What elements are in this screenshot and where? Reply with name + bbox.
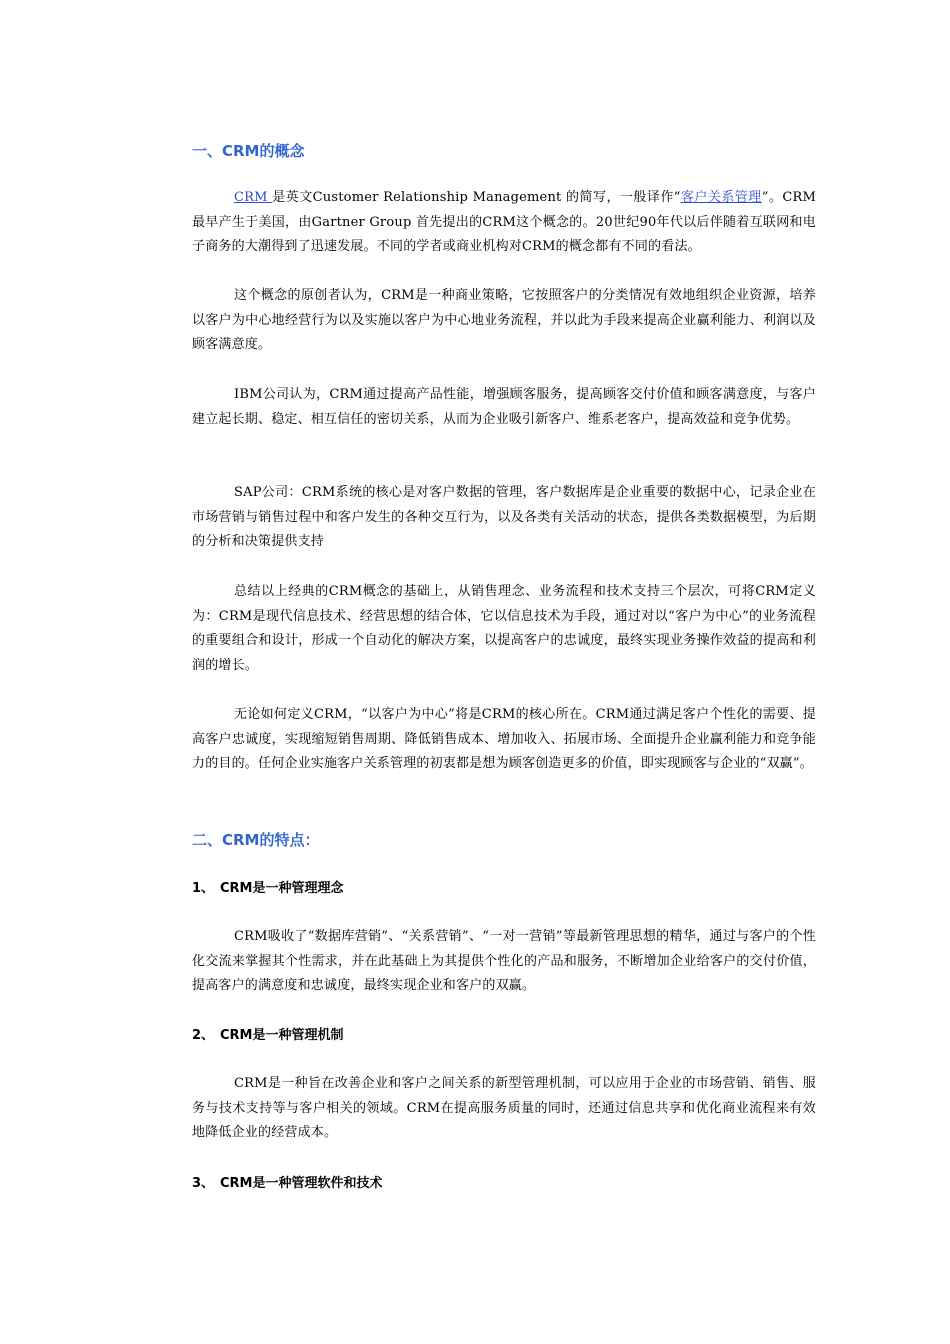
feature-1-paragraph: CRM吸收了“数据库营销”、“关系营销”、“一对一营销”等最新管理思想的精华，通过与客户的个性化交流来掌握其个性需求，并在此基础上为其提供个性化的产品和服务，不断增加企业给客户的交付价值，提高客户的满意度和忠诚度，最终实现企业和客户的双赢。 [192, 929, 816, 993]
section-2-title: 二、CRM的特点： [192, 831, 320, 849]
section-1-title: 一、CRM的概念 [192, 142, 305, 160]
feature-3-title: CRM是一种管理软件和技术 [220, 1176, 383, 1191]
section-1-paragraph-3: IBM公司认为，CRM通过提高产品性能，增强顾客服务，提高顾客交付价值和顾客满意度，与客户建立起长期、稳定、相互信任的密切关系，从而为企业吸引新客户、维系老客户，提高效益和竞争优势。 [192, 387, 816, 427]
crm-link[interactable]: CRM [234, 190, 273, 205]
section-1-paragraph-6: 无论如何定义CRM，“以客户为中心”将是CRM的核心所在。CRM通过满足客户个性化的需要、提高客户忠诚度，实现缩短销售周期、降低销售成本、增加收入、拓展市场、全面提升企业赢利能力和竞争能力的目的。任何企业实施客户关系管理的初衷都是想为顾客创造更多的价值，即实现顾客与企业的“双赢”。 [192, 707, 816, 771]
section-1-paragraph-2: 这个概念的原创者认为，CRM是一种商业策略，它按照客户的分类情况有效地组织企业资源，培养以客户为中心地经营行为以及实施以客户为中心地业务流程，并以此为手段来提高企业赢利能力、利润以及顾客满意度。 [192, 288, 816, 352]
section-1-paragraph-4: SAP公司：CRM系统的核心是对客户数据的管理，客户数据库是企业重要的数据中心，记录企业在市场营销与销售过程中和客户发生的各种交互行为，以及各类有关活动的状态，提供各类数据模型，为后期的分析和决策提供支持 [192, 485, 816, 549]
feature-3-heading [192, 1174, 383, 1194]
paragraph-1-text-a: 是英文Customer Relationship Management 的简写，一般译作“ [272, 190, 681, 205]
feature-2-title: CRM是一种管理机制 [220, 1028, 344, 1043]
feature-1-title: CRM是一种管理理念 [220, 881, 344, 896]
section-1-paragraph-1 [192, 186, 816, 260]
section-1-paragraph-5: 总结以上经典的CRM概念的基础上，从销售理念、业务流程和技术支持三个层次，可将CRM定义为：CRM是现代信息技术、经营思想的结合体，它以信息技术为手段，通过对以“客户为中心”的业务流程的重要组合和设计，形成一个自动化的解决方案，以提高客户的忠诚度，最终实现业务操作效益的提高和利润的增长。 [192, 584, 816, 673]
paragraph-1-text-b: ”。CRM 最早产生于美国，由Gartner Group 首先提出的CRM这个概念的。20世纪90年代以后伴随着互联网和电子商务的大潮得到了迅速发展。不同的学者或商业机构对CRM的概念都有不同的看法。 [192, 190, 816, 254]
feature-1-number: 1、 [192, 881, 215, 896]
feature-2-paragraph: CRM是一种旨在改善企业和客户之间关系的新型管理机制，可以应用于企业的市场营销、销售、服务与技术支持等与客户相关的领域。CRM在提高服务质量的同时，还通过信息共享和优化商业流程来有效地降低企业的经营成本。 [192, 1076, 816, 1140]
feature-1-heading [192, 879, 344, 899]
customer-relationship-management-link[interactable]: 客户关系管理 [680, 190, 762, 205]
feature-2-heading [192, 1026, 344, 1046]
feature-2-number: 2、 [192, 1028, 215, 1043]
feature-3-number: 3、 [192, 1176, 215, 1191]
